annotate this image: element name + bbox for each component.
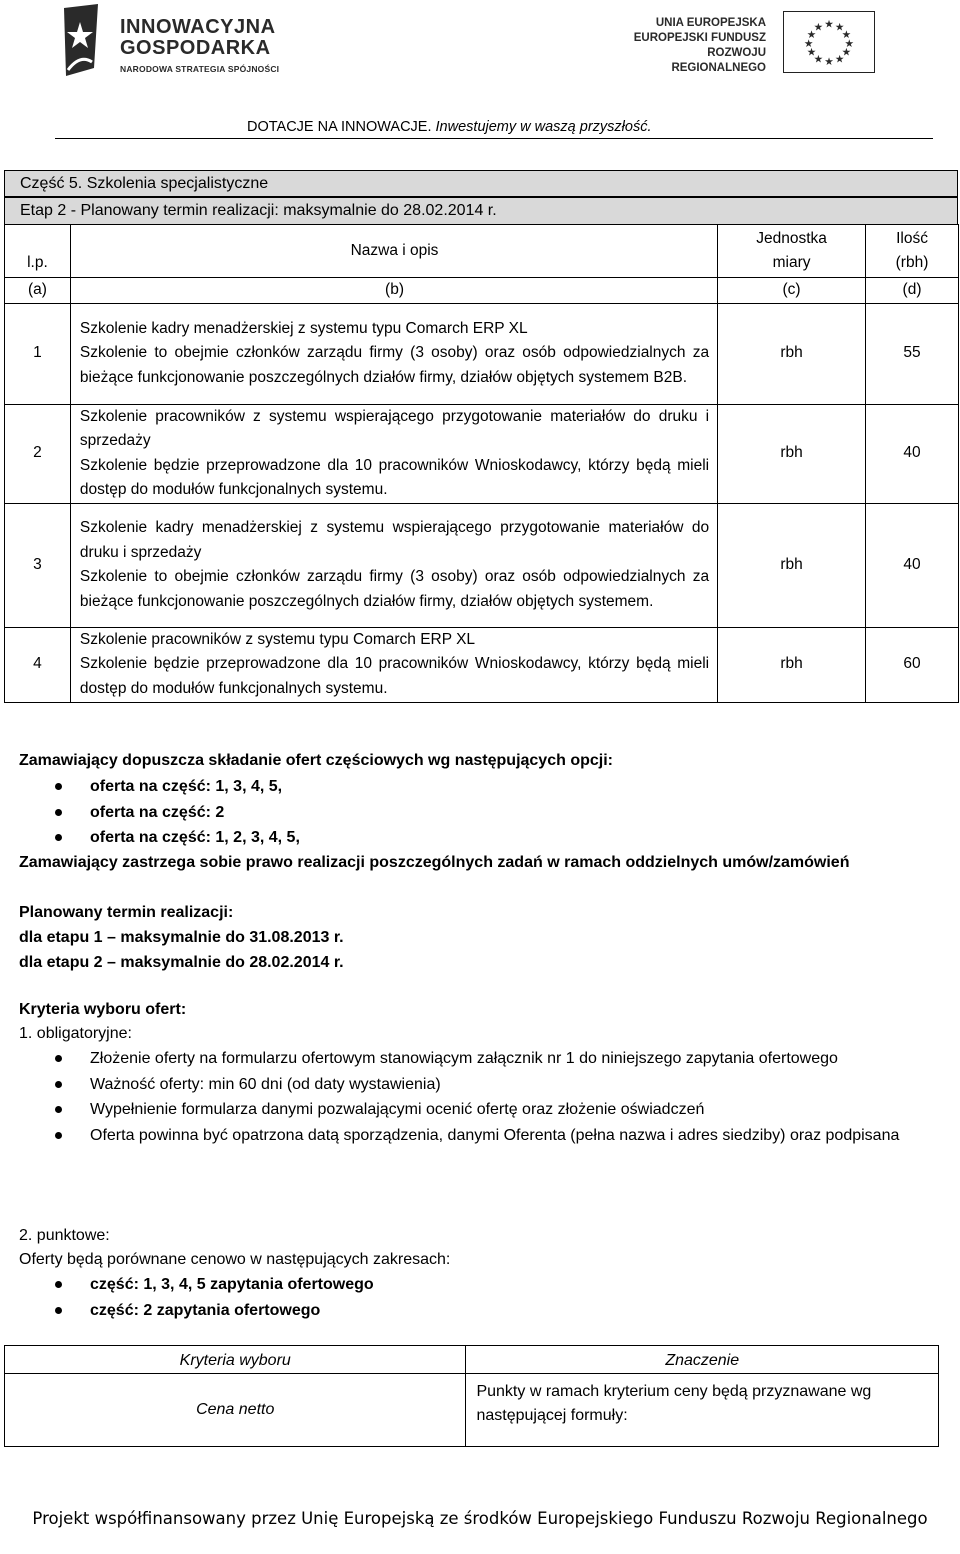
letter-a: (a): [5, 278, 71, 304]
svg-text:★: ★: [813, 52, 824, 66]
list-item: [55, 1272, 374, 1298]
bullet-icon: [55, 834, 62, 841]
logo-subtitle: NARODOWA STRATEGIA SPÓJNOŚCI: [120, 64, 280, 74]
table-row: [5, 404, 959, 503]
table-letters-row: [5, 278, 959, 304]
criteria-table-header: [5, 1346, 939, 1374]
bullet-icon: [55, 1281, 62, 1288]
letter-c: (c): [718, 278, 866, 304]
row-lp: 4: [5, 627, 71, 702]
criterion-text: Oferta powinna być opatrzona datą sporządzenia, danymi Oferenta (pełna nazwa i adres siedziby) oraz podpisana: [90, 1126, 900, 1144]
criteria-header-name: Kryteria wyboru: [5, 1346, 466, 1374]
header-unit: Jednostka miary: [718, 225, 866, 278]
bullet-icon: [55, 1132, 62, 1139]
bullet-icon: [55, 1055, 62, 1062]
tagline-italic: Inwestujemy w waszą przyszłość.: [435, 119, 652, 135]
list-item: [55, 774, 300, 800]
row-title: Szkolenie pracowników z systemu wspierającego przygotowanie materiałów do druku i sprzedaży: [79, 407, 710, 449]
eu-text: [616, 16, 766, 76]
bullet-icon: [55, 1081, 62, 1088]
point-text: część: 1, 3, 4, 5 zapytania ofertowego: [90, 1276, 374, 1293]
svg-text:★: ★: [803, 36, 814, 50]
points-label: 2. punktowe:: [19, 1227, 110, 1244]
row-description: Szkolenie będzie przeprowadzone dla 10 pracowników Wnioskodawcy, którzy będą mieli dostęp do modułów funkcjonalnych systemu.: [79, 456, 710, 498]
stage-title: Etap 2 - Planowany termin realizacji: maksymalnie do 28.02.2014 r.: [20, 202, 497, 219]
reservation-text: Zamawiający zastrzega sobie prawo realizacji poszczególnych zadań w ramach oddzielnych umów/zamówień: [19, 854, 850, 871]
eu-text-line-2: EUROPEJSKI FUNDUSZ: [633, 32, 766, 44]
eu-text-line-1: UNIA EUROPEJSKA: [655, 17, 766, 29]
letter-b: (b): [70, 278, 717, 304]
table-row: [5, 503, 959, 627]
row-description: Szkolenie to obejmie członków zarządu firmy (3 osoby) oraz osób odpowiedzialnych za bieżące funkcjonowanie poszczególnych działów firmy, działów objętych systemem.: [79, 568, 710, 610]
footer-text: Projekt współfinansowany przez Unię Europejską ze środków Europejskiego Funduszu Rozwoju Regionalnego: [32, 1509, 928, 1528]
row-name-cell: [70, 503, 717, 627]
table-header-row: [5, 225, 959, 278]
eu-text-line-3: ROZWOJU REGIONALNEGO: [671, 47, 766, 74]
list-item: [55, 1046, 935, 1072]
criteria-table: [4, 1345, 939, 1447]
criteria-name: Cena netto: [5, 1374, 466, 1447]
point-text: część: 2 zapytania ofertowego: [90, 1301, 321, 1319]
stage-title-row: [4, 197, 958, 225]
svg-text:★: ★: [834, 52, 845, 66]
list-item: [55, 1123, 935, 1149]
row-qty: 40: [866, 404, 959, 503]
row-lp: 2: [5, 404, 71, 503]
row-qty: 55: [866, 303, 959, 404]
training-table: [4, 224, 959, 703]
row-unit: rbh: [718, 503, 866, 627]
row-description: Szkolenie to obejmie członków zarządu firmy (3 osoby) oraz osób odpowiedzialnych za bieżące funkcjonowanie poszczególnych działów firmy, działów objętych systemem B2B.: [79, 344, 710, 386]
criteria-title: Kryteria wyboru ofert:: [19, 1001, 187, 1018]
criterion-text: Wypełnienie formularza danymi pozwalającymi ocenić ofertę oraz złożenie oświadczeń: [90, 1101, 705, 1118]
logo-title-line-2: GOSPODARKA: [120, 37, 271, 59]
option-text: oferta na część: 1, 3, 4, 5,: [90, 778, 283, 795]
row-qty: 60: [866, 627, 959, 702]
bullet-icon: [55, 783, 62, 790]
list-item: [55, 825, 300, 851]
row-title: Szkolenie pracowników z systemu typu Comarch ERP XL: [79, 630, 476, 648]
option-text: oferta na część: 1, 2, 3, 4, 5,: [90, 829, 300, 846]
mandatory-list: [55, 1046, 935, 1148]
svg-text:★: ★: [806, 28, 817, 42]
svg-text:★: ★: [834, 20, 845, 34]
star-figure-icon: [58, 4, 102, 80]
svg-text:★: ★: [841, 28, 852, 42]
row-name-cell: [70, 404, 717, 503]
eu-logo: [616, 8, 876, 78]
schedule-title: Planowany termin realizacji:: [19, 904, 234, 921]
schedule-stage-2: dla etapu 2 – maksymalnie do 28.02.2014 r.: [19, 954, 344, 971]
list-item: [55, 800, 300, 826]
bullet-icon: [55, 1307, 62, 1314]
part-title-row: [4, 170, 958, 197]
svg-text:★: ★: [813, 20, 824, 34]
row-unit: rbh: [718, 627, 866, 702]
part-title: Część 5. Szkolenia specjalistyczne: [20, 175, 269, 192]
row-qty: 40: [866, 503, 959, 627]
svg-text:★: ★: [824, 17, 834, 31]
criterion-text: Ważność oferty: min 60 dni (od daty wystawienia): [90, 1075, 441, 1093]
criterion-text: Złożenie oferty na formularzu ofertowym stanowiącym załącznik nr 1 do niniejszego zapytania ofertowego: [90, 1050, 838, 1067]
bullet-icon: [55, 809, 62, 816]
row-lp: 1: [5, 303, 71, 404]
innowacyjna-gospodarka-logo: [58, 4, 298, 80]
row-title: Szkolenie kadry menadżerskiej z systemu typu Comarch ERP XL: [79, 319, 528, 337]
points-list: [55, 1272, 374, 1323]
letter-d: (d): [866, 278, 959, 304]
points-intro: Oferty będą porównane cenowo w następujących zakresach:: [19, 1251, 451, 1268]
bullet-icon: [55, 1106, 62, 1113]
row-unit: rbh: [718, 404, 866, 503]
row-description: Szkolenie będzie przeprowadzone dla 10 pracowników Wnioskodawcy, którzy będą mieli dostęp do modułów funkcjonalnych systemu.: [79, 655, 710, 697]
partial-intro: Zamawiający dopuszcza składanie ofert częściowych wg następujących opcji:: [19, 752, 613, 769]
criteria-description: Punkty w ramach kryterium ceny będą przyznawane wg następującej formuły:: [466, 1374, 939, 1447]
row-name-cell: [70, 303, 717, 404]
tagline: [247, 119, 651, 135]
header-divider: [55, 138, 933, 139]
logo-title: [120, 17, 276, 59]
partial-options-list: [55, 774, 300, 851]
svg-text:★: ★: [824, 55, 834, 69]
list-item: [55, 1298, 374, 1324]
list-item: [55, 1097, 935, 1123]
header-qty: Ilość (rbh): [866, 225, 959, 278]
row-unit: rbh: [718, 303, 866, 404]
svg-text:★: ★: [841, 45, 852, 59]
header-lp: l.p.: [5, 225, 71, 278]
row-lp: 3: [5, 503, 71, 627]
svg-text:★: ★: [844, 36, 855, 50]
header-name: Nazwa i opis: [70, 225, 717, 278]
mandatory-label: 1. obligatoryjne:: [19, 1025, 132, 1042]
criteria-header-weight: Znaczenie: [466, 1346, 939, 1374]
row-title: Szkolenie kadry menadżerskiej z systemu wspierającego przygotowanie materiałów do druku i sprzedaży: [79, 519, 710, 561]
table-row: [5, 627, 959, 702]
eu-flag-icon: [783, 11, 875, 73]
table-row: [5, 303, 959, 404]
svg-text:★: ★: [806, 45, 817, 59]
tagline-plain: DOTACJE NA INNOWACJE.: [247, 119, 432, 135]
list-item: [55, 1072, 935, 1098]
logo-title-line-1: INNOWACYJNA: [120, 16, 276, 38]
schedule-stage-1: dla etapu 1 – maksymalnie do 31.08.2013 r.: [19, 929, 344, 946]
criteria-table-row: [5, 1374, 939, 1447]
row-name-cell: [70, 627, 717, 702]
option-text: oferta na część: 2: [90, 803, 225, 821]
